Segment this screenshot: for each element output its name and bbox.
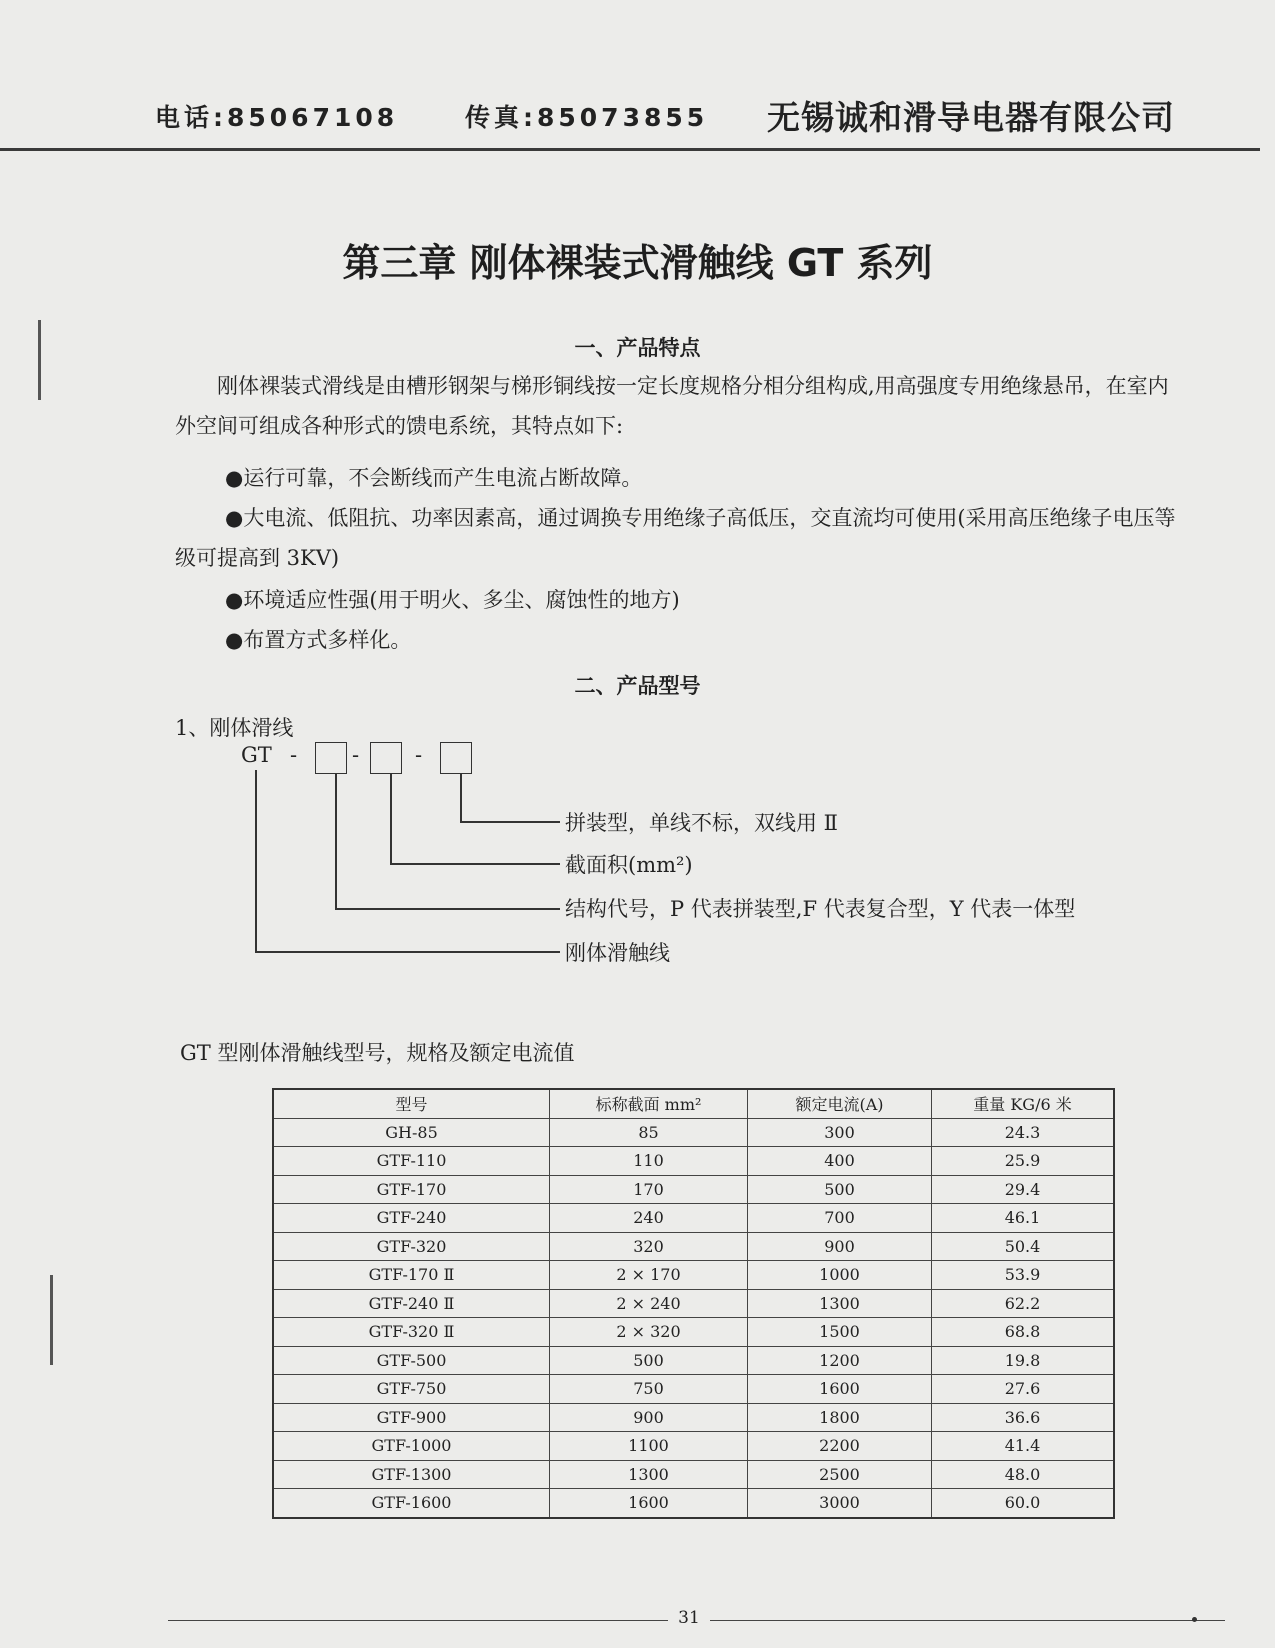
table-cell: 2 × 240 xyxy=(550,1289,748,1318)
table-cell: GTF-240 Ⅱ xyxy=(273,1289,550,1318)
table-row xyxy=(273,1346,1114,1375)
subsection-heading: 1、刚体滑线 xyxy=(175,716,294,740)
table-cell: 36.6 xyxy=(932,1403,1115,1432)
table-header-row xyxy=(273,1089,1114,1118)
table-cell: 170 xyxy=(550,1175,748,1204)
diagram-dash: - xyxy=(415,743,423,767)
connector-line xyxy=(335,774,337,909)
table-cell: 300 xyxy=(748,1118,932,1147)
table-cell: 110 xyxy=(550,1147,748,1176)
table-cell: 1200 xyxy=(748,1346,932,1375)
table-cell: 1100 xyxy=(550,1432,748,1461)
table-cell: 24.3 xyxy=(932,1118,1115,1147)
table-cell: GTF-1300 xyxy=(273,1460,550,1489)
table-row xyxy=(273,1460,1114,1489)
table-row xyxy=(273,1403,1114,1432)
model-code-diagram xyxy=(230,735,1210,1015)
table-cell: 25.9 xyxy=(932,1147,1115,1176)
section-title-features: 一、产品特点 xyxy=(574,335,701,360)
table-row xyxy=(273,1318,1114,1347)
table-cell: 900 xyxy=(748,1232,932,1261)
table-cell: 68.8 xyxy=(932,1318,1115,1347)
table-row xyxy=(273,1147,1114,1176)
code-box xyxy=(370,742,402,774)
table-cell: 29.4 xyxy=(932,1175,1115,1204)
table-cell: 3000 xyxy=(748,1489,932,1518)
table-cell: 1300 xyxy=(550,1460,748,1489)
column-header: 型号 xyxy=(273,1089,550,1118)
footer-dot xyxy=(1192,1617,1197,1622)
table-cell: GTF-900 xyxy=(273,1403,550,1432)
section-title-models: 二、产品型号 xyxy=(574,673,701,698)
table-row xyxy=(273,1204,1114,1233)
chapter-title: 第三章 刚体裸装式滑触线 GT 系列 xyxy=(342,241,933,285)
table-cell: 2200 xyxy=(748,1432,932,1461)
connector-line xyxy=(335,908,560,910)
page-number: 31 xyxy=(678,1608,700,1628)
diagram-dash: - xyxy=(290,743,298,767)
table-cell: GTF-1000 xyxy=(273,1432,550,1461)
table-cell: 53.9 xyxy=(932,1261,1115,1290)
table-cell: 46.1 xyxy=(932,1204,1115,1233)
table-cell: GTF-1600 xyxy=(273,1489,550,1518)
table-row xyxy=(273,1289,1114,1318)
table-cell: 500 xyxy=(748,1175,932,1204)
table-cell: GTF-320 Ⅱ xyxy=(273,1318,550,1347)
bullet-item: ●布置方式多样化。 xyxy=(225,628,412,652)
table-cell: 62.2 xyxy=(932,1289,1115,1318)
column-header: 标称截面 mm² xyxy=(550,1089,748,1118)
table-row xyxy=(273,1432,1114,1461)
footer-rule xyxy=(710,1620,1225,1621)
table-cell: 700 xyxy=(748,1204,932,1233)
table-cell: 1000 xyxy=(748,1261,932,1290)
table-cell: GTF-240 xyxy=(273,1204,550,1233)
table-row xyxy=(273,1261,1114,1290)
table-cell: 60.0 xyxy=(932,1489,1115,1518)
table-row xyxy=(273,1175,1114,1204)
bullet-item: ●大电流、低阻抗、功率因素高，通过调换专用绝缘子高低压，交直流均可使用(采用高压绝缘子电压等级可提高到 3KV) xyxy=(175,506,1176,570)
bullet-item: ●运行可靠，不会断线而产生电流占断故障。 xyxy=(225,466,643,490)
table-cell: 27.6 xyxy=(932,1375,1115,1404)
table-cell: 400 xyxy=(748,1147,932,1176)
header-phone: 电话:85067108 xyxy=(155,103,399,132)
table-cell: 900 xyxy=(550,1403,748,1432)
diagram-label-structure: 结构代号，P 代表拼装型,F 代表复合型，Y 代表一体型 xyxy=(565,897,1076,921)
table-cell: 1600 xyxy=(550,1489,748,1518)
code-box xyxy=(315,742,347,774)
table-cell: 19.8 xyxy=(932,1346,1115,1375)
table-cell: 1500 xyxy=(748,1318,932,1347)
connector-line xyxy=(390,863,560,865)
table-cell: 2500 xyxy=(748,1460,932,1489)
table-cell: GTF-750 xyxy=(273,1375,550,1404)
table-row xyxy=(273,1232,1114,1261)
diagram-label-rigid: 刚体滑触线 xyxy=(565,941,670,965)
table-cell: 750 xyxy=(550,1375,748,1404)
table-cell: 1300 xyxy=(748,1289,932,1318)
table-cell: GTF-170 xyxy=(273,1175,550,1204)
table-cell: 1600 xyxy=(748,1375,932,1404)
intro-paragraph: 刚体裸装式滑线是由槽形钢架与梯形铜线按一定长度规格分相分组构成,用高强度专用绝缘悬吊，在室内外空间可组成各种形式的馈电系统，其特点如下: xyxy=(175,374,1169,438)
table-cell: GTF-170 Ⅱ xyxy=(273,1261,550,1290)
connector-line xyxy=(255,770,257,952)
table-cell: 240 xyxy=(550,1204,748,1233)
table-cell: 41.4 xyxy=(932,1432,1115,1461)
table-caption: GT 型刚体滑触线型号，规格及额定电流值 xyxy=(180,1041,575,1065)
table-row xyxy=(273,1118,1114,1147)
column-header: 额定电流(A) xyxy=(748,1089,932,1118)
table-cell: 48.0 xyxy=(932,1460,1115,1489)
table-row xyxy=(273,1375,1114,1404)
table-row xyxy=(273,1489,1114,1518)
page-header xyxy=(155,92,1175,137)
connector-line xyxy=(255,951,560,953)
table-cell: GTF-320 xyxy=(273,1232,550,1261)
header-fax: 传真:85073855 xyxy=(465,103,709,132)
column-header: 重量 KG/6 米 xyxy=(932,1089,1115,1118)
connector-line xyxy=(390,774,392,864)
table-cell: 2 × 320 xyxy=(550,1318,748,1347)
table-cell: GTF-500 xyxy=(273,1346,550,1375)
table-cell: GH-85 xyxy=(273,1118,550,1147)
diagram-label-section: 截面积(mm²) xyxy=(565,853,693,877)
header-company: 无锡诚和滑导电器有限公司 xyxy=(767,98,1175,137)
diagram-prefix: GT xyxy=(241,743,272,767)
bullet-item: ●环境适应性强(用于明火、多尘、腐蚀性的地方) xyxy=(225,588,680,612)
diagram-dash: - xyxy=(352,743,360,767)
footer-rule xyxy=(168,1620,668,1621)
connector-line xyxy=(460,774,462,822)
header-rule xyxy=(0,148,1260,151)
code-box xyxy=(440,742,472,774)
table-cell: 85 xyxy=(550,1118,748,1147)
table-cell: 50.4 xyxy=(932,1232,1115,1261)
table-cell: 1800 xyxy=(748,1403,932,1432)
table-cell: 320 xyxy=(550,1232,748,1261)
table-cell: 2 × 170 xyxy=(550,1261,748,1290)
connector-line xyxy=(460,821,560,823)
table-cell: 500 xyxy=(550,1346,748,1375)
binding-mark xyxy=(50,1275,53,1365)
table-cell: GTF-110 xyxy=(273,1147,550,1176)
diagram-label-assembly: 拼装型，单线不标，双线用 Ⅱ xyxy=(565,811,838,835)
spec-table xyxy=(272,1088,1115,1519)
